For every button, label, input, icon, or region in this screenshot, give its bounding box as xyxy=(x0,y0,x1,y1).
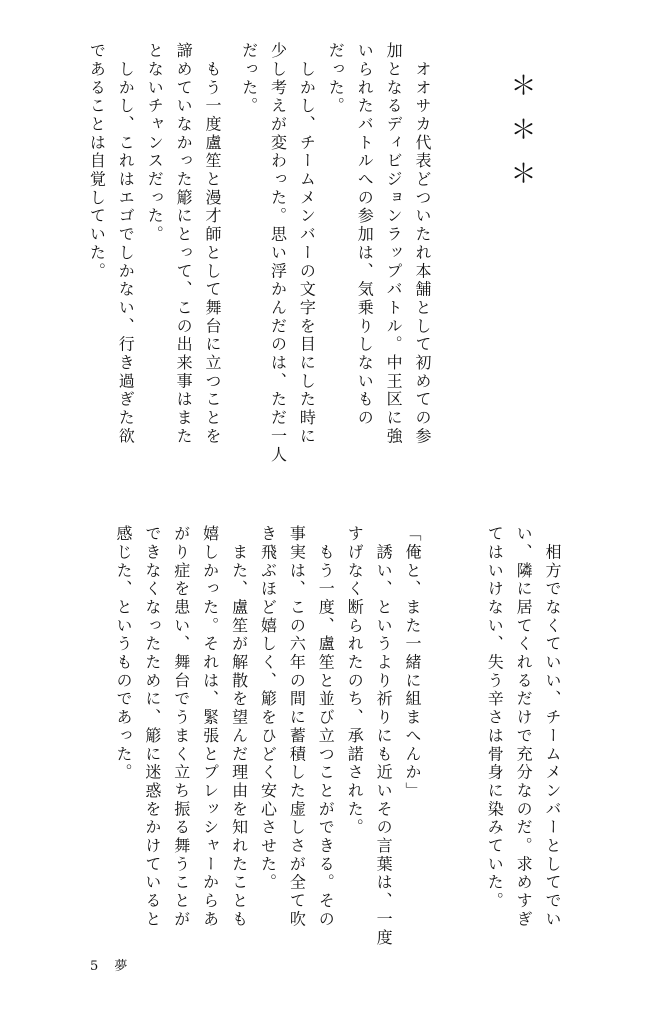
text-line: すげなく断られたのち、承諾された。 xyxy=(345,525,365,837)
text-line: てはいけない、失う辛さは骨身に染みていた。 xyxy=(485,525,505,911)
text-line: 嬉しかった。それは、緊張とプレッシャーからあ xyxy=(200,525,220,929)
text-line: 諦めていなかった簓にとって、この出来事はまた xyxy=(174,42,194,446)
text-line: もう一度、盧笙と並び立つことができる。その xyxy=(316,525,336,929)
page-footer xyxy=(90,958,127,976)
dialogue-line: 「俺と、また一緒に組まへんか」 xyxy=(403,525,422,801)
text-line: 誘い、というより祈りにも近いその言葉は、一度 xyxy=(374,525,394,948)
text-line: 加となるディビジョンラップバトル。中王区に強 xyxy=(384,42,404,446)
text-line: 感じた、というものであった。 xyxy=(113,525,133,782)
text-line: できなくなったために、簓に迷惑をかけていると xyxy=(142,525,162,929)
paragraph-block-upper-right xyxy=(238,42,436,465)
chapter-title: 夢 xyxy=(114,959,128,974)
text-line: 少し考えが変わった。思い浮かんだのは、ただ一人 xyxy=(268,42,288,465)
text-line: い、隣に居てくれるだけで充分なのだ。求めすぎ xyxy=(514,525,534,929)
paragraph-block-lower-right xyxy=(454,525,566,929)
paragraph-block-upper-left xyxy=(86,42,226,462)
text-line: オオサカ代表どついたれ本舗として初めての参 xyxy=(413,42,432,446)
text-line: 相方でなくていい、チームメンバーとしてでい xyxy=(543,525,562,929)
text-line: もう一度盧笙と漫才師として舞台に立つことを xyxy=(203,42,222,446)
text-line: だった。 xyxy=(326,42,346,116)
text-line: いられたバトルへの参加は、気乗りしないもの xyxy=(355,42,375,428)
text-line: がり症を患い、舞台でうまく立ち振る舞うことが xyxy=(171,525,191,929)
text-line: だった。 xyxy=(239,42,259,116)
section-divider: ＊＊＊ xyxy=(506,72,536,204)
text-line: また、盧笙が解散を望んだ理由を知れたことも xyxy=(229,525,249,929)
text-line: しかし、チームメンバーの文字を目にした時に xyxy=(297,42,317,446)
text-line: 事実は、この六年の間に蓄積した虚しさが全て吹 xyxy=(287,525,307,929)
text-line: とないチャンスだった。 xyxy=(145,42,165,244)
paragraph-block-lower-left xyxy=(112,525,426,948)
text-line: き飛ぶほど嬉しく、簓をひどく安心させた。 xyxy=(258,525,278,892)
page-number: 5 xyxy=(90,959,99,974)
text-line: しかし、これはエゴでしかない、行き過ぎた欲 xyxy=(116,42,136,446)
text-line: であることは自覚していた。 xyxy=(87,42,107,281)
